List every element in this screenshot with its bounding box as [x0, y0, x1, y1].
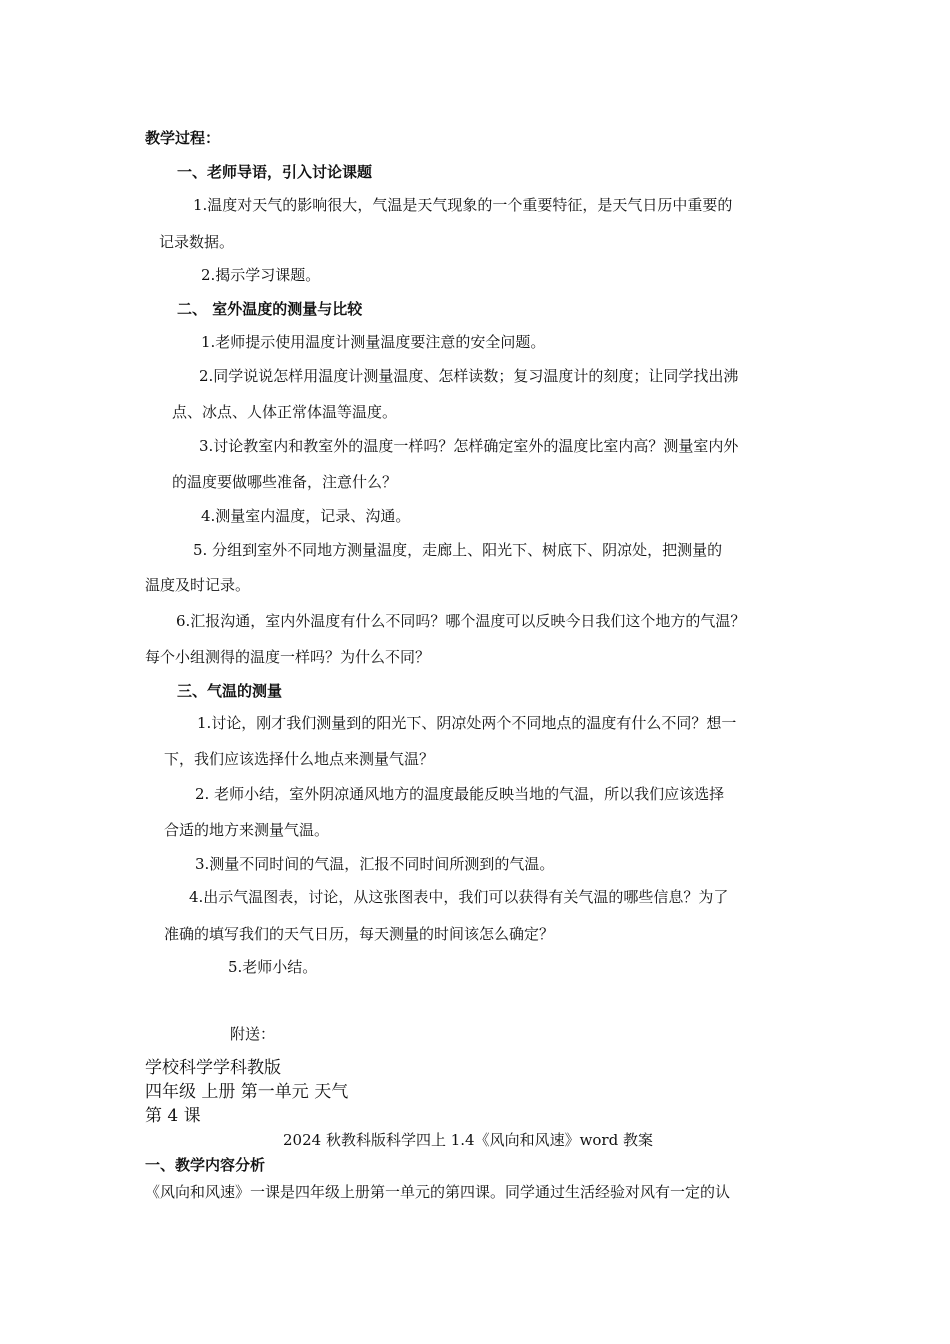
section-heading-content-analysis: 一、教学内容分析: [145, 1156, 266, 1174]
section-heading-2: 二、 室外温度的测量与比较: [177, 300, 363, 318]
paragraph-line: 4.出示气温图表，讨论，从这张图表中，我们可以获得有关气温的哪些信息？为了: [189, 888, 729, 906]
paragraph-line: 1.老师提示使用温度计测量温度要注意的安全问题。: [201, 333, 546, 351]
paragraph-line: 的温度要做哪些准备，注意什么？: [172, 473, 398, 491]
paragraph-line: 1.讨论，刚才我们测量到的阳光下、阴凉处两个不同地点的温度有什么不同？想一: [197, 714, 737, 732]
paragraph-line: 2. 老师小结，室外阴凉通风地方的温度最能反映当地的气温，所以我们应该选择: [195, 785, 725, 803]
paragraph-line: 5.老师小结。: [228, 958, 318, 976]
paragraph-line: 6.汇报沟通，室内外温度有什么不同吗？哪个温度可以反映今日我们这个地方的气温？: [176, 612, 746, 630]
paragraph-line: 每个小组测得的温度一样吗？为什么不同？: [145, 648, 431, 666]
paragraph-line: 2.同学说说怎样用温度计测量温度、怎样读数；复习温度计的刻度；让同学找出沸: [199, 367, 739, 385]
paragraph-line: 5. 分组到室外不同地方测量温度，走廊上、阳光下、树底下、阴凉处，把测量的: [193, 541, 723, 559]
paragraph-line: 4.测量室内温度，记录、沟通。: [201, 507, 411, 525]
paragraph-line: 温度及时记录。: [145, 576, 251, 594]
section-heading-1: 一、老师导语，引入讨论课题: [177, 163, 373, 181]
paragraph-line: 准确的填写我们的天气日历，每天测量的时间该怎么确定？: [164, 925, 555, 943]
paragraph-line: 《风向和风速》一课是四年级上册第一单元的第四课。同学通过生活经验对风有一定的认: [145, 1183, 731, 1201]
school-subject-line: 学校科学学科教版: [145, 1058, 281, 1078]
paragraph-line: 3.测量不同时间的气温，汇报不同时间所测到的气温。: [195, 855, 555, 873]
lesson-number: 第 4 课: [145, 1106, 201, 1126]
section-heading-3: 三、气温的测量: [177, 682, 283, 700]
paragraph-line: 合适的地方来测量气温。: [164, 821, 330, 839]
paragraph-line: 1.温度对天气的影响很大，气温是天气现象的一个重要特征，是天气日历中重要的: [193, 196, 733, 214]
section-heading-teaching-process: 教学过程：: [145, 129, 221, 147]
paragraph-line: 下，我们应该选择什么地点来测量气温？: [164, 750, 435, 768]
paragraph-line: 点、冰点、人体正常体温等温度。: [172, 403, 398, 421]
paragraph-line: 2.揭示学习课题。: [201, 266, 321, 284]
paragraph-line: 3.讨论教室内和教室外的温度一样吗？怎样确定室外的温度比室内高？测量室内外: [199, 437, 739, 455]
appendix-label: 附送：: [230, 1025, 276, 1043]
grade-unit-line: 四年级 上册 第一单元 天气: [145, 1082, 349, 1102]
document-title: 2024 秋教科版科学四上 1.4《风向和风速》word 教案: [283, 1131, 653, 1149]
paragraph-line: 记录数据。: [159, 233, 235, 251]
